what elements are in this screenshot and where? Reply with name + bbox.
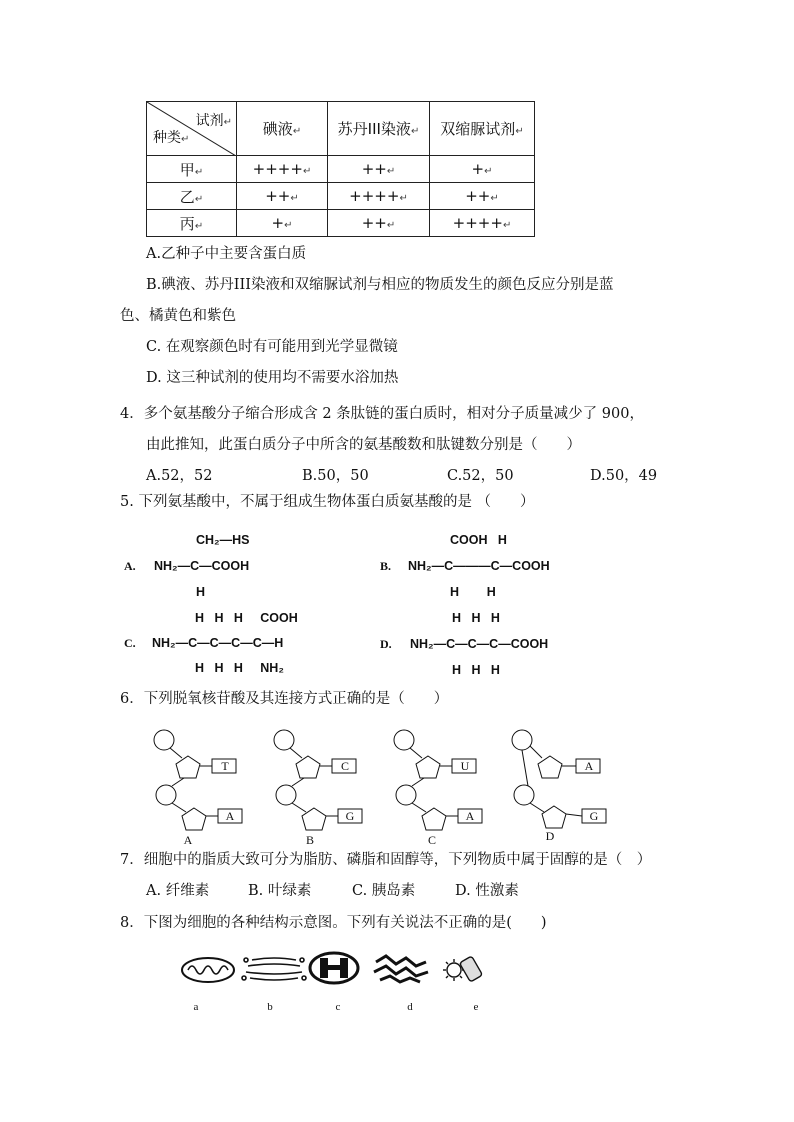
q8-stem: 8．下图为细胞的各种结构示意图。下列有关说法不正确的是( ) xyxy=(120,915,547,931)
q5-d-letter: D. xyxy=(380,637,392,651)
structure-label-e: e xyxy=(473,1001,479,1013)
option-d-base-1: A xyxy=(584,759,594,773)
nucleotide-diagrams xyxy=(140,728,620,848)
q7-option-a: A. 纤维素 xyxy=(146,883,210,899)
table-cell: ++++↵ xyxy=(430,210,535,237)
table-cell: ++++↵ xyxy=(237,156,328,183)
q5-a-letter: A. xyxy=(124,559,136,573)
q5-c-bottom: H H H NH₂ xyxy=(195,661,284,675)
option-b-letter: B xyxy=(305,833,315,847)
table-cell: +↵ xyxy=(430,156,535,183)
q5-a-main: NH₂—C—COOH xyxy=(154,559,250,573)
centriole-icon xyxy=(443,956,483,982)
q5-c-main: NH₂—C—C—C—C—H xyxy=(152,636,284,650)
q5-b-main: NH₂—C———C—COOH xyxy=(408,559,550,573)
endoplasmic-reticulum-icon xyxy=(374,956,428,982)
option-c-letter: C xyxy=(427,833,437,847)
q5-a-top: CH₂—HS xyxy=(196,533,250,547)
table-corner-cell: 试剂↵ 种类↵ xyxy=(147,102,237,156)
chloroplast-icon xyxy=(310,953,358,983)
cell-structure-diagrams xyxy=(180,948,510,1018)
q5-b-top: COOH H xyxy=(450,533,507,547)
corner-top-label: 试剂 xyxy=(195,113,224,129)
golgi-apparatus-icon xyxy=(242,958,306,980)
q3-option-a: A.乙种子中主要含蛋白质 xyxy=(146,246,307,262)
q5-stem: 5. 下列氨基酸中，不属于组成生物体蛋白质氨基酸的是 （ ） xyxy=(120,494,535,510)
q7-stem: 7．细胞中的脂质大致可分为脂肪、磷脂和固醇等，下列物质中属于固醇的是（ ） xyxy=(120,852,652,868)
table-cell: ++++↵ xyxy=(328,183,430,210)
q6-stem: 6．下列脱氧核苷酸及其连接方式正确的是（ ） xyxy=(120,691,449,707)
table-cell: ++↵ xyxy=(237,183,328,210)
table-cell: ++↵ xyxy=(328,156,430,183)
q4-option-a: A.52，52 xyxy=(146,468,213,484)
option-b-base-1: C xyxy=(340,759,350,773)
option-a-base-2: A xyxy=(225,809,235,823)
mitochondrion-icon xyxy=(182,958,234,982)
q7-option-c: C. 胰岛素 xyxy=(352,883,416,899)
structure-label-d: d xyxy=(407,1001,413,1013)
q3-option-b-line1: B.碘液、苏丹III染液和双缩脲试剂与相应的物质发生的颜色反应分别是蓝 xyxy=(146,277,614,293)
q5-c-top: H H H COOH xyxy=(195,611,298,625)
q4-option-b: B.50，50 xyxy=(302,468,369,484)
row-label: 丙↵ xyxy=(147,210,237,237)
q3-option-b-line2: 色、橘黄色和紫色 xyxy=(120,308,236,324)
structure-label-a: a xyxy=(193,1001,199,1013)
option-c-base-2: A xyxy=(465,809,475,823)
table-row xyxy=(147,156,535,183)
q4-stem-line1: 4．多个氨基酸分子缩合形成含 2 条肽链的蛋白质时，相对分子质量减少了 900， xyxy=(120,406,644,422)
table-row xyxy=(147,210,535,237)
option-b-base-2: G xyxy=(345,809,355,823)
q5-d-main: NH₂—C—C—C—COOH xyxy=(410,637,549,651)
q5-d-bottom: H H H xyxy=(452,663,500,677)
corner-bottom-label: 种类 xyxy=(153,130,181,146)
table-cell: +↵ xyxy=(237,210,328,237)
q7-option-d: D. 性激素 xyxy=(455,883,519,899)
row-label: 甲↵ xyxy=(147,156,237,183)
table-cell: ++↵ xyxy=(328,210,430,237)
option-a-base-1: T xyxy=(221,759,229,773)
q7-option-b: B. 叶绿素 xyxy=(248,883,312,899)
q5-b-letter: B. xyxy=(380,559,392,573)
option-c-base-1: U xyxy=(460,759,470,773)
table-header: 双缩脲试剂↵ xyxy=(430,102,535,156)
structure-label-b: b xyxy=(267,1001,273,1013)
row-label: 乙↵ xyxy=(147,183,237,210)
table-header: 苏丹III染液↵ xyxy=(328,102,430,156)
table-row xyxy=(147,183,535,210)
q5-a-bottom: H xyxy=(196,585,206,599)
option-a-letter: A xyxy=(183,833,193,847)
q4-option-c: C.52，50 xyxy=(447,468,514,484)
reagent-table xyxy=(146,101,535,237)
q5-c-letter: C. xyxy=(124,636,136,650)
q5-d-top: H H H xyxy=(452,611,500,625)
option-d-letter: D xyxy=(545,829,555,843)
q4-stem-line2: 由此推知，此蛋白质分子中所含的氨基酸数和肽键数分别是（ ） xyxy=(146,437,581,453)
q4-option-d: D.50，49 xyxy=(590,468,658,484)
q3-option-d: D. 这三种试剂的使用均不需要水浴加热 xyxy=(146,370,399,386)
table-header: 碘液↵ xyxy=(237,102,328,156)
q5-b-bottom: H H xyxy=(450,585,496,599)
q3-option-c: C. 在观察颜色时有可能用到光学显微镜 xyxy=(146,339,398,355)
table-cell: ++↵ xyxy=(430,183,535,210)
option-d-base-2: G xyxy=(589,809,599,823)
structure-label-c: c xyxy=(335,1001,341,1013)
